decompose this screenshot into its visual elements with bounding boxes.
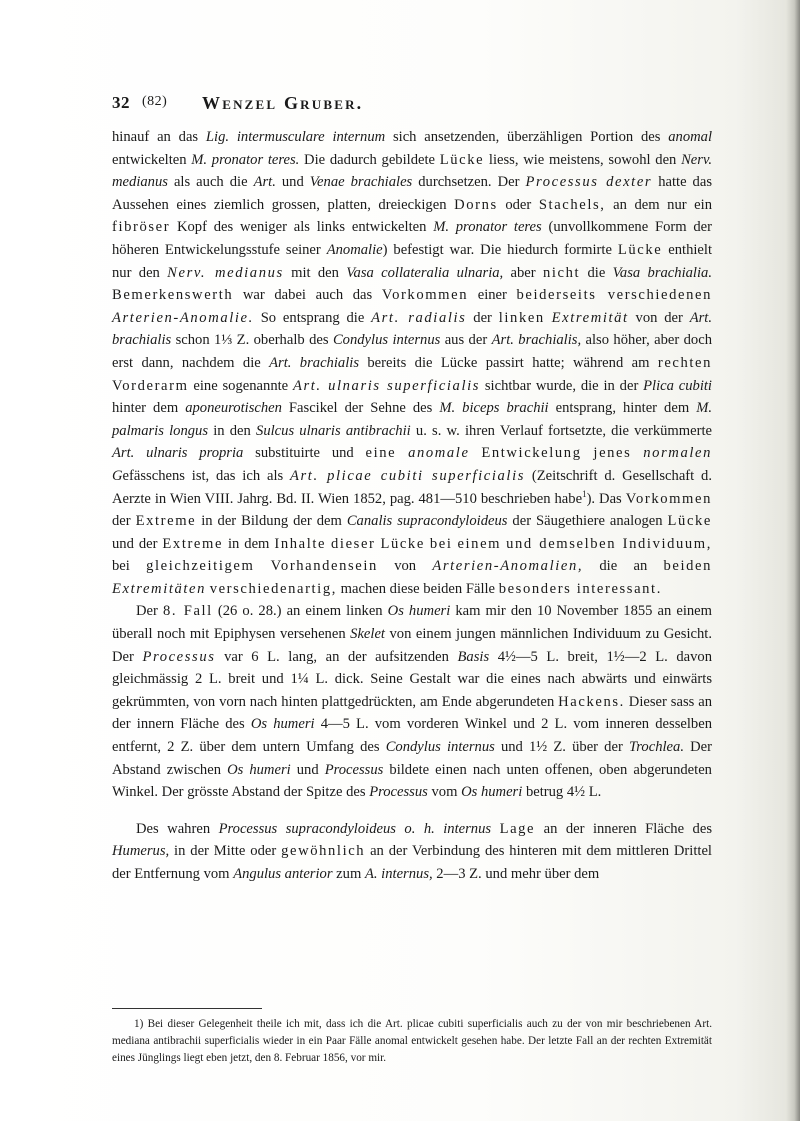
text-run: der Säugethiere analogen — [507, 513, 668, 530]
text-run: M. pronator teres. — [191, 151, 300, 168]
text-run: 1) Bei dieser Gelegenheit theile ich mit, dass ich die Art. plicae cubiti superficialis auch zu der von mir beschriebenen Art. mediana antibrachii superficialis wieder in ein Paar Fälle anomal entwickelt gesehen habe. Der letzte Fall an der rechten Extremität eines Jünglings liegt eben jetzt, den 8. Februar 1856, vor mir. — [112, 1018, 712, 1064]
text-run: verschiedenartig, — [209, 580, 337, 597]
text-run: substituirte und — [243, 445, 366, 462]
text-run: mit den — [283, 264, 347, 281]
text-run: Skelet — [350, 626, 385, 643]
text-run: (unvollkommene Form der höheren Entwickelungsstufe seiner — [112, 219, 712, 258]
text-run: Vorkommen — [381, 287, 469, 304]
text-run — [545, 310, 552, 326]
text-run: Processus dexter — [525, 174, 653, 191]
text-run: Vasa brachialia. — [612, 264, 712, 281]
text-run: und — [275, 174, 310, 191]
text-run: M. palmaris longus — [112, 400, 712, 439]
text-run: gewöhnlich — [281, 843, 366, 860]
text-run: Inhalte — [274, 535, 327, 552]
text-run: in der Mitte oder — [169, 843, 282, 860]
text-run: Plica cubiti — [643, 377, 712, 394]
text-run: gleichzeitigem — [146, 558, 255, 575]
text-run: Art. brachialis — [269, 354, 359, 371]
text-run: Vorderarm — [112, 377, 189, 394]
text-run: dieser — [331, 535, 376, 552]
text-run: M. biceps brachii — [439, 400, 549, 417]
text-run: 2—3 Z. und mehr über dem — [432, 866, 600, 882]
text-run: in der Bildung der dem — [196, 513, 347, 530]
text-run: Lücke — [380, 535, 425, 552]
text-run: an der inneren Fläche des — [535, 820, 712, 837]
text-run: an dem nur ein — [605, 196, 713, 213]
text-run: Arterien-Anomalien, — [432, 558, 584, 575]
text-run: Der Abstand zwischen — [112, 739, 712, 778]
text-run: Humerus, — [112, 843, 170, 860]
text-run: linken — [498, 309, 545, 326]
text-run: aus der — [440, 332, 492, 349]
text-run: oder — [497, 196, 539, 213]
text-run: eine — [365, 445, 397, 462]
text-run: beiden — [663, 558, 712, 575]
text-run: eine sogenannte — [188, 377, 293, 394]
text-run: bereits die Lücke passirt hatte; während am — [359, 354, 658, 371]
text-run: vom — [427, 784, 462, 801]
text-run: und — [290, 761, 325, 778]
text-run: Arterien-Anomalie. — [112, 309, 254, 326]
text-run: zum — [332, 866, 365, 882]
text-run: ). Das — [586, 490, 626, 507]
text-run: Os humeri — [387, 603, 451, 620]
text-run: bildete einen nach unten offenen, oben abgerundeten Winkel. Der grösste Abstand der Spitze des — [112, 761, 712, 801]
text-run: Condylus internus — [385, 739, 495, 756]
text-run: Processus — [369, 784, 428, 801]
text-run: entwickelten — [112, 151, 192, 168]
text-run: Processus — [324, 761, 384, 778]
text-run: A. internus, — [364, 866, 433, 882]
text-run: Extreme — [135, 513, 197, 530]
text-run: anomal — [668, 129, 712, 145]
text-run: die an — [583, 558, 664, 575]
text-run: Trochlea. — [628, 739, 684, 756]
text-run: Nerv. medianus — [112, 151, 712, 191]
text-run — [470, 445, 482, 461]
text-run: schon 1⅓ Z. oberhalb des — [171, 332, 333, 349]
text-run: Sulcus ulnaris antibrachii — [256, 422, 411, 439]
text-run: fibröser — [112, 219, 171, 236]
text-run: also höher, aber doch erst dann, nachdem die — [112, 332, 712, 371]
text-run: und der — [112, 535, 163, 552]
page-number: 32 — [112, 93, 130, 112]
text-run: Art. brachialis, — [491, 332, 582, 349]
text-run: jenes — [593, 445, 632, 462]
text-run — [631, 445, 643, 461]
text-run: Vorhandensein — [270, 558, 378, 575]
text-run: machen diese beiden Fälle — [337, 580, 499, 597]
footnote-rule — [112, 1008, 262, 1009]
text-run: Os humeri — [227, 761, 291, 778]
text-run: Art. ulnaris propria — [112, 445, 244, 462]
text-run: Basis — [457, 648, 490, 665]
text-run: bei — [112, 558, 147, 575]
running-head — [112, 93, 712, 115]
text-run: M. pronator teres — [433, 219, 542, 236]
text-run: (Zeitschrift d. Gesellschaft d. Aerzte in Wien VIII. Jahrg. Bd. II. Wien 1852, pag. 481—510 beschrieben habe — [112, 467, 712, 507]
text-run: Art. plicae cubiti superficialis — [290, 467, 526, 484]
text-run: in dem — [223, 535, 275, 552]
text-run: von — [377, 558, 433, 575]
body-text — [112, 126, 712, 886]
text-run: durchsetzen. Der — [412, 174, 526, 191]
text-run: Os humeri — [461, 784, 523, 801]
text-run: rechten — [657, 354, 712, 371]
text-run: Lücke — [617, 241, 663, 258]
text-run: hatte das Aussehen eines ziemlich grossen, platten, dreieckigen — [112, 174, 713, 213]
text-run: Fascikel der Sehne des — [281, 400, 440, 417]
text-run: Canalis supracondyloideus — [346, 513, 508, 530]
text-run: Condylus internus — [332, 332, 441, 349]
text-run: Art. radialis — [371, 309, 467, 326]
text-run: enthielt nur den — [112, 241, 713, 281]
text-run: Stachels, — [538, 196, 606, 213]
original-page-number: (82) — [142, 94, 168, 109]
text-run: entsprang, hinter dem — [548, 400, 697, 417]
text-run: Art. brachialis — [112, 309, 712, 349]
text-run — [582, 445, 594, 461]
text-run: Die dadurch gebildete — [299, 151, 440, 168]
text-run: beiderseits verschiedenen — [516, 287, 712, 304]
text-run: Hackens. — [558, 693, 625, 710]
text-run: Lage — [499, 820, 536, 837]
text-run: Lücke — [667, 513, 712, 530]
text-run: als auch die — [167, 174, 254, 191]
paragraph-processus-location — [112, 818, 712, 886]
footnote — [112, 1016, 712, 1067]
text-run: ) befestigt war. Die hiedurch formirte — [382, 241, 618, 258]
text-run: efässchens ist, das ich als — [122, 467, 290, 484]
text-run: var 6 L. lang, an der aufsitzenden — [215, 648, 458, 665]
text-run: sich ansetzenden, überzähligen Portion des — [385, 129, 669, 145]
text-run: besonders interessant. — [498, 580, 662, 597]
text-run: von einem jungen männlichen Individuum zu Gesicht. Der — [112, 626, 712, 665]
text-run: hinauf an das — [112, 129, 206, 145]
text-run: der — [466, 309, 499, 326]
text-run: Vorkommen — [625, 490, 712, 507]
text-run: in den — [208, 422, 257, 439]
text-run: (26 o. 28.) an einem linken — [212, 603, 388, 620]
paragraph-continuation — [112, 126, 712, 600]
text-run: u. s. w. ihren Verlauf fortsetzte, die verkümmerte — [410, 422, 712, 439]
running-head-author: Wenzel Gruber. — [202, 93, 364, 113]
text-run: an der Verbindung des hinteren mit dem mittleren Drittel der Entfernung vom — [112, 843, 712, 882]
text-run: Extremität — [551, 309, 629, 326]
text-run: kam mir den 10 November 1855 an einem überall noch mit Epiphysen versehenen — [112, 603, 712, 643]
text-run: Angulus anterior — [233, 866, 333, 882]
footnote-marker: 1 — [582, 488, 587, 499]
text-run: Extremitäten — [112, 580, 207, 597]
text-run: Lig. intermusculare internum — [205, 129, 386, 145]
text-run: Extreme — [162, 535, 224, 552]
text-run: sichtbar wurde, die in der — [480, 377, 644, 394]
text-run: normalen — [643, 445, 712, 462]
text-run: Lücke — [439, 151, 485, 168]
text-run: aponeurotischen — [185, 400, 282, 417]
text-run — [396, 445, 408, 461]
paragraph-case-8 — [112, 600, 712, 803]
text-run: Venae brachiales — [309, 174, 413, 191]
page-edge-shadow — [786, 0, 800, 1121]
text-run: Art. ulnaris superficialis — [292, 377, 481, 394]
text-run: bei — [429, 535, 453, 552]
text-run: 4½—5 L. breit, 1½—2 L. davon gleichmässig 2 L. breit und 1¼ L. dick. Seine Gestalt war die eines nach abwärts und einwärts gekrümmten, von vorn nach hinten plattgedrückten, am Ende abgerundeten — [112, 648, 712, 710]
text-run: Entwickelung — [481, 445, 582, 462]
text-run: liess, wie meistens, sowohl den — [484, 151, 682, 168]
text-run: Des wahren — [136, 820, 219, 837]
footnote-1 — [112, 1016, 712, 1067]
text-run: der — [112, 513, 136, 530]
text-run: einer — [468, 287, 517, 304]
text-run: Der — [136, 603, 163, 620]
text-run: 4—5 L. vom vorderen Winkel und 2 L. vom inneren desselben entfernt, 2 Z. über dem untern Umfang des — [112, 716, 712, 756]
text-run: anomale — [408, 445, 470, 462]
text-run: von der — [628, 309, 690, 326]
text-run: war dabei auch das — [233, 287, 382, 304]
text-run: Art. — [253, 174, 276, 191]
text-run: Kopf des weniger als links entwickelten — [170, 219, 434, 236]
text-run: 8. Fall — [162, 603, 213, 620]
text-run: Processus supracondyloideus o. h. internus — [218, 820, 492, 837]
text-run: die — [580, 264, 613, 281]
text-run: und 1½ Z. über der — [494, 739, 629, 756]
text-run: einem — [457, 535, 502, 552]
text-run: aber — [503, 264, 543, 281]
text-run: Vasa collateralia ulnaria, — [346, 264, 504, 281]
text-run: und demselben Individuum, — [506, 535, 713, 552]
text-run: Nerv. medianus — [167, 264, 284, 281]
text-run: hinter dem — [112, 400, 186, 417]
text-run: Os humeri — [250, 716, 315, 733]
text-run: Processus — [142, 648, 216, 665]
text-run: Dorns — [454, 196, 498, 213]
text-run — [254, 558, 270, 574]
text-run: betrug 4½ L. — [522, 784, 602, 801]
text-run: G — [112, 467, 123, 484]
text-run: nicht — [542, 264, 581, 281]
text-run — [491, 821, 499, 837]
text-run: Anomalie — [326, 241, 383, 258]
text-run: Dieser sass an der innern Fläche des — [112, 693, 713, 733]
text-run: Bemerkenswerth — [112, 287, 234, 304]
text-run: So entsprang die — [253, 309, 372, 326]
